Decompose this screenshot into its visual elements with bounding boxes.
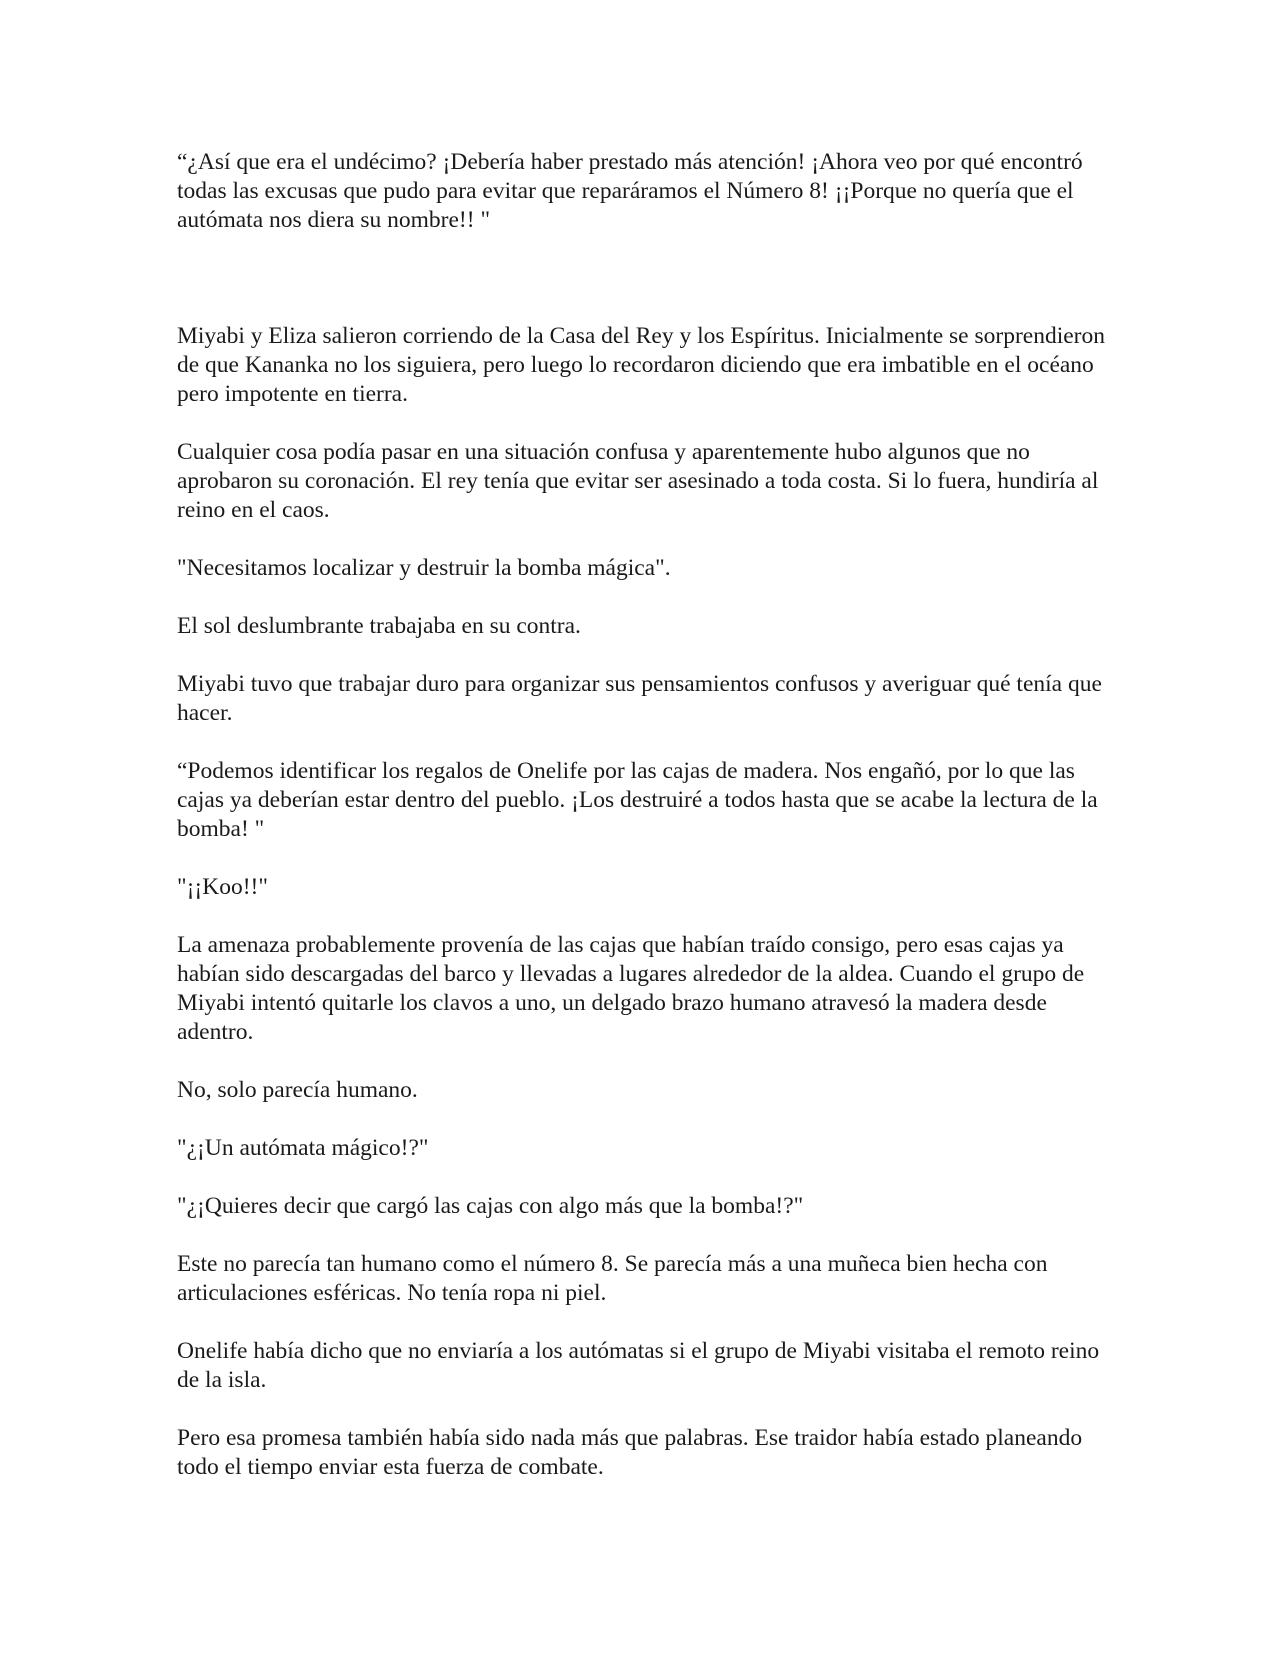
paragraph: El sol deslumbrante trabajaba en su contra. (177, 613, 581, 639)
paragraph: "¿¡Quieres decir que cargó las cajas con algo más que la bomba!?" (177, 1193, 804, 1219)
paragraph: La amenaza probablemente provenía de las cajas que habían traído consigo, pero esas cajas ya habían sido descargadas del barco y llevadas a lugares alrededor de la aldea. Cuando el grupo de Miyabi intentó quitarle los clavos a uno, un delgado brazo humano atravesó la madera desde adentro. (177, 932, 1085, 1045)
document-page (177, 148, 1117, 1511)
paragraph: “¿Así que era el undécimo? ¡Debería haber prestado más atención! ¡Ahora veo por qué encontró todas las excusas que pudo para evitar que reparáramos el Número 8! ¡¡Porque no quería que el autómata nos diera su nombre!! " (177, 149, 1083, 233)
paragraph: "Necesitamos localizar y destruir la bomba mágica". (177, 555, 671, 581)
paragraph: No, solo parecía humano. (177, 1077, 418, 1103)
paragraph: Cualquier cosa podía pasar en una situación confusa y aparentemente hubo algunos que no aprobaron su coronación. El rey tenía que evitar ser asesinado a toda costa. Si lo fuera, hundiría al reino en el caos. (177, 439, 1099, 523)
paragraph: Miyabi tuvo que trabajar duro para organizar sus pensamientos confusos y averiguar qué tenía que hacer. (177, 671, 1102, 726)
paragraph: "¿¡Un autómata mágico!?" (177, 1135, 429, 1161)
paragraph: "¡¡Koo!!" (177, 874, 268, 900)
paragraph: Onelife había dicho que no enviaría a los autómatas si el grupo de Miyabi visitaba el remoto reino de la isla. (177, 1338, 1100, 1393)
paragraph: Miyabi y Eliza salieron corriendo de la Casa del Rey y los Espíritus. Inicialmente se sorprendieron de que Kananka no los siguiera, pero luego lo recordaron diciendo que era imbatible en el océano pero impotente en tierra. (177, 323, 1105, 407)
paragraph: Este no parecía tan humano como el número 8. Se parecía más a una muñeca bien hecha con articulaciones esféricas. No tenía ropa ni piel. (177, 1251, 1048, 1306)
paragraph: “Podemos identificar los regalos de Onelife por las cajas de madera. Nos engañó, por lo que las cajas ya deberían estar dentro del pueblo. ¡Los destruiré a todos hasta que se acabe la lectura de la bomba! " (177, 758, 1098, 842)
paragraph: Pero esa promesa también había sido nada más que palabras. Ese traidor había estado planeando todo el tiempo enviar esta fuerza de combate. (177, 1425, 1083, 1480)
